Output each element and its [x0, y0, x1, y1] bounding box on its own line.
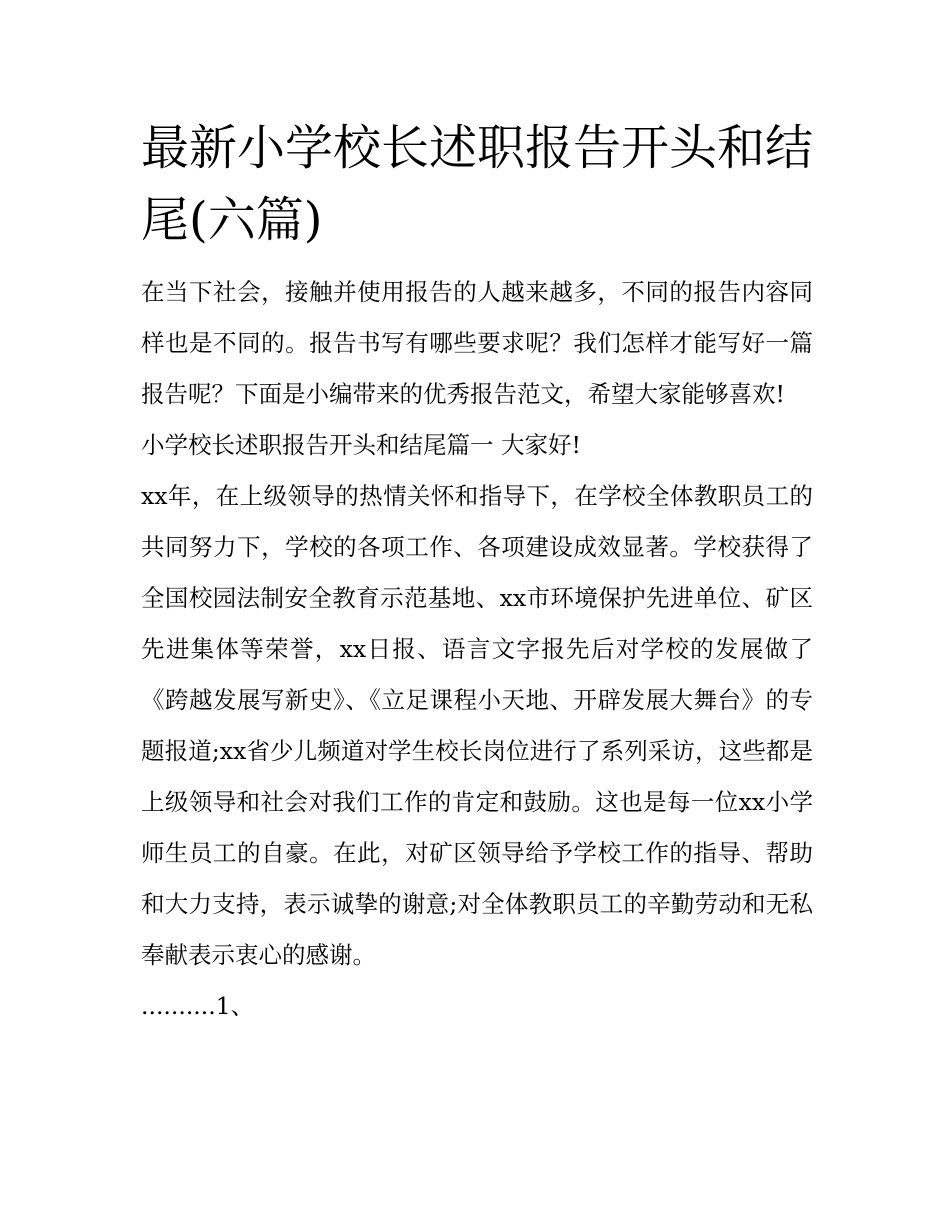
intro-paragraph: 在当下社会，接触并使用报告的人越来越多，不同的报告内容同样也是不同的。报告书写有哪些要求呢？我们怎样才能写好一篇报告呢？下面是小编带来的优秀报告范文，希望大家能够喜欢!	[141, 278, 813, 408]
ending-line: ..........1、	[141, 992, 255, 1020]
document-page	[141, 112, 813, 1032]
body-paragraph: xx年，在上级领导的热情关怀和指导下，在学校全体教职员工的共同努力下，学校的各项工作、各项建设成效显著。学校获得了全国校园法制安全教育示范基地、xx市环境保护先进单位、矿区先进集体等荣誉，xx日报、语言文字报先后对学校的发展做了《跨越发展写新史》、《立足课程小天地、开辟发展大舞台》的专题报道;xx省少儿频道对学生校长岗位进行了系列采访，这些都是上级领导和社会对我们工作的肯定和鼓励。这也是每一位xx小学师生员工的自豪。在此，对矿区领导给予学校工作的指导、帮助和大力支持，表示诚挚的谢意;对全体教职员工的辛勤劳动和无私奉献表示衷心的感谢。	[141, 482, 813, 969]
section-heading: 小学校长述职报告开头和结尾篇一 大家好!	[141, 431, 581, 459]
document-title: 最新小学校长述职报告开头和结尾(六篇)	[141, 120, 814, 248]
